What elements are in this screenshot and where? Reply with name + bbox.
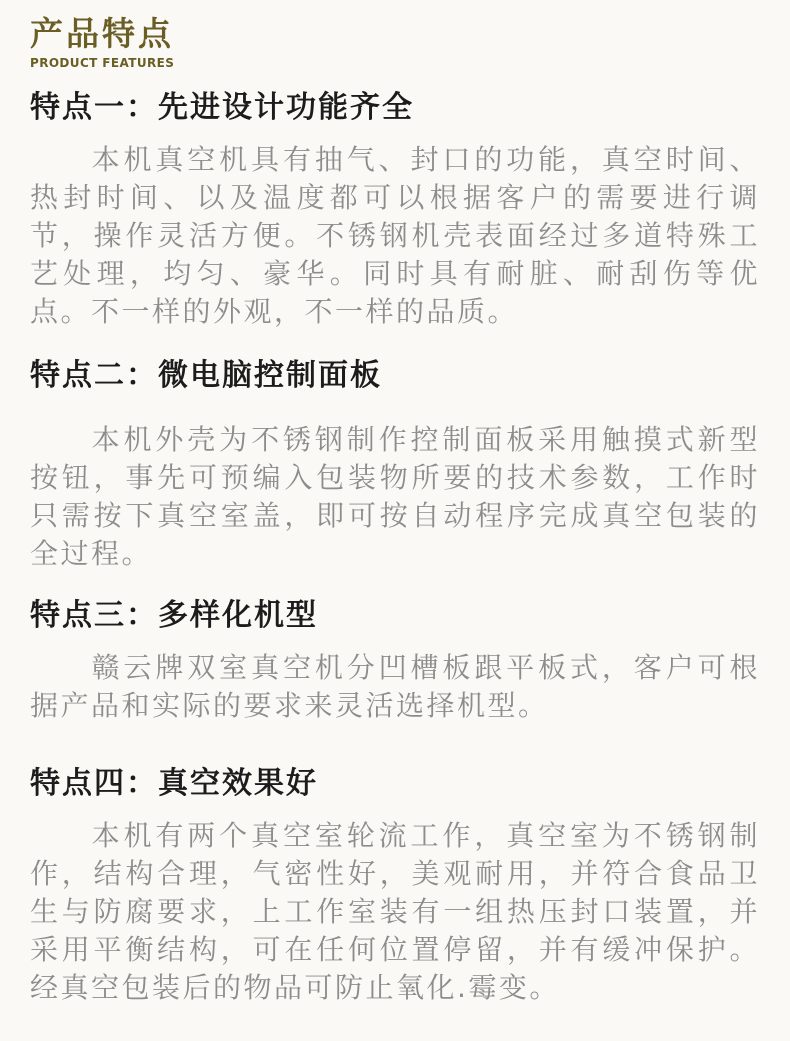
feature-1-heading: 特点一：先进设计功能齐全 bbox=[30, 90, 414, 125]
feature-section-2 bbox=[30, 357, 760, 573]
feature-2-heading: 特点二：微电脑控制面板 bbox=[30, 358, 382, 393]
feature-4-heading: 特点四：真空效果好 bbox=[30, 766, 318, 801]
feature-1-body: 本机真空机具有抽气、封口的功能，真空时间、热封时间、以及温度都可以根据客户的需要进行调节，操作灵活方便。不锈钢机壳表面经过多道特殊工艺处理，均匀、豪华。同时具有耐脏、耐刮伤等优点。不一样的外观，不一样的品质。 bbox=[30, 143, 760, 328]
page-subtitle: PRODUCT FEATURES bbox=[30, 56, 175, 70]
feature-3-heading: 特点三：多样化机型 bbox=[30, 598, 318, 633]
feature-4-body: 本机有两个真空室轮流工作，真空室为不锈钢制作，结构合理，气密性好，美观耐用，并符合食品卫生与防腐要求，上工作室装有一组热压封口装置，并采用平衡结构，可在任何位置停留，并有缓冲保护。经真空包装后的物品可防止氧化.霉变。 bbox=[30, 819, 760, 1004]
feature-section-1 bbox=[30, 89, 760, 331]
feature-2-body: 本机外壳为不锈钢制作控制面板采用触摸式新型按钮，事先可预编入包装物所要的技术参数，工作时只需按下真空室盖，即可按自动程序完成真空包装的全过程。 bbox=[30, 423, 760, 570]
feature-section-3 bbox=[30, 597, 760, 725]
feature-section-4 bbox=[30, 765, 760, 1007]
page-header bbox=[30, 14, 760, 71]
feature-3-body: 赣云牌双室真空机分凹槽板跟平板式，客户可根据产品和实际的要求来灵活选择机型。 bbox=[30, 651, 760, 722]
page-title: 产品特点 bbox=[30, 14, 174, 53]
